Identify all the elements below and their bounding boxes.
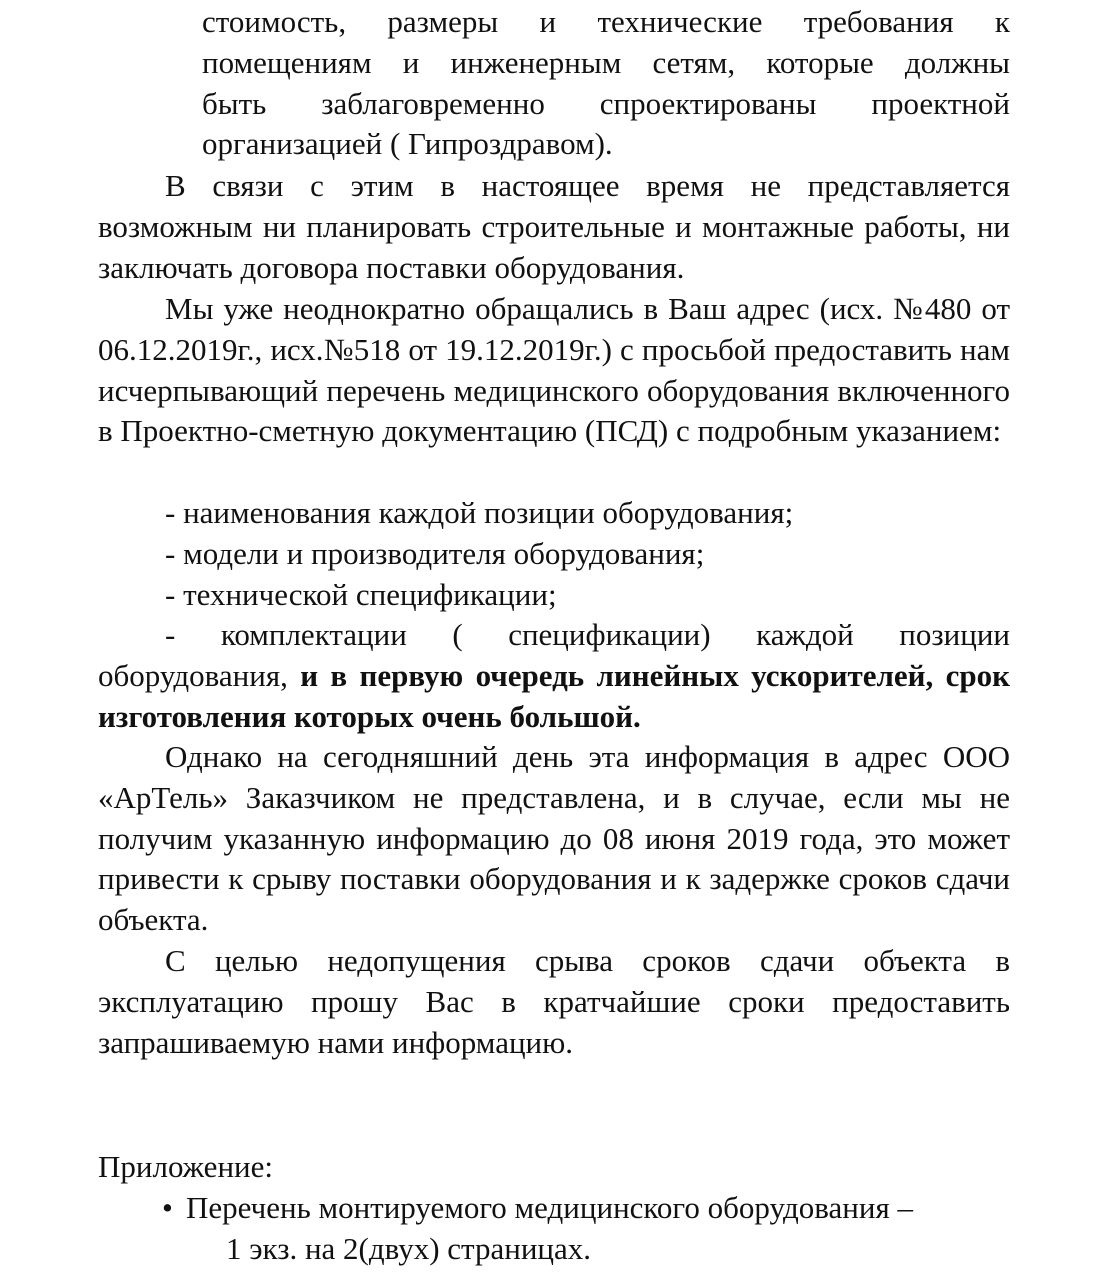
list-item-bold-text: и в первую очередь линейных ускорителей, срок изготовления которых очень большой. xyxy=(98,658,1010,734)
continuation-paragraph xyxy=(202,2,1010,165)
attachment-label: Приложение: xyxy=(98,1149,273,1184)
list-item: - наименования каждой позиции оборудования; xyxy=(165,495,794,530)
bullet-icon: • xyxy=(162,1190,173,1225)
continuation-line: помещениям и инженерным сетям, которые должны xyxy=(202,44,1010,80)
continuation-line: организацией ( Гипроздравом). xyxy=(202,126,613,162)
continuation-line: стоимость, размеры и технические требования к xyxy=(202,4,1010,39)
paragraph-request: С целью недопущения срыва сроков сдачи объекта в эксплуатацию прошу Вас в кратчайшие сроки предоставить запрашиваемую нами информацию. xyxy=(98,943,1010,1060)
attachment-item xyxy=(162,1188,1012,1270)
attachment-list xyxy=(162,1188,1012,1270)
list-item: - технической спецификации; xyxy=(165,576,557,612)
paragraph-construction-impossible: В связи с этим в настоящее время не представляется возможным ни планировать строительные и монтажные работы, ни заключать договора поставки оборудования. xyxy=(98,168,1010,285)
requirements-list xyxy=(98,493,1010,738)
list-item-complex xyxy=(98,615,1010,737)
paragraph-previous-requests: Мы уже неоднократно обращались в Ваш адрес (исх. №480 от 06.12.2019г., исх.№518 от 19.12.2019г.) с просьбой предоставить нам исчерпывающий перечень медицинского оборудования включенного в Проектно-сметную документацию (ПСД) с подробным указанием: xyxy=(98,291,1010,449)
list-item-regular-text: - комплектации ( спецификации) каждой позиции оборудования, xyxy=(98,617,1010,694)
attachment-line: 1 экз. на 2(двух) страницах. xyxy=(226,1230,592,1266)
continuation-line: быть заблаговременно спроектированы проектной xyxy=(202,85,1010,121)
attachment-line: Перечень монтируемого медицинского оборудования – xyxy=(186,1190,913,1225)
list-item: - модели и производителя оборудования; xyxy=(165,535,705,571)
paragraph-info-not-provided: Однако на сегодняшний день эта информация в адрес ООО «АрТель» Заказчиком не представлена, и в случае, если мы не получим указанную информацию до 08 июня 2019 года, это может привести к срыву поставки оборудования и к задержке сроков сдачи объекта. xyxy=(98,739,1010,938)
